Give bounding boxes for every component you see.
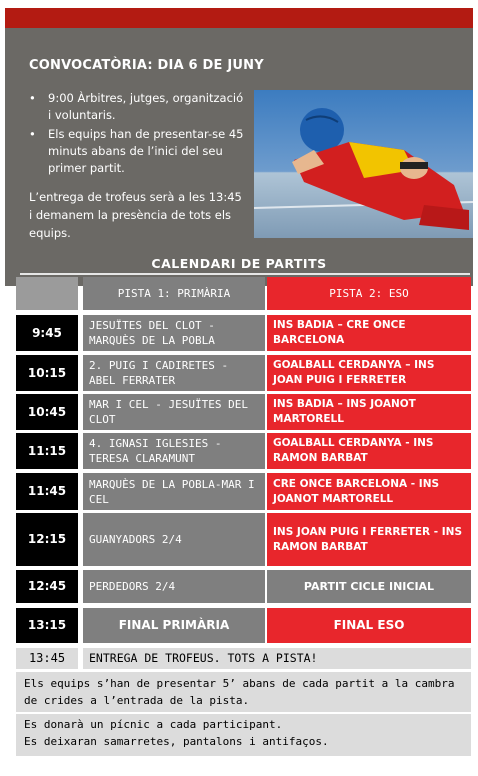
pista2-match: CRE ONCE BARCELONA - INS JOANOT MARTORELL bbox=[267, 473, 471, 510]
time-cell: 11:45 bbox=[16, 473, 78, 510]
pista1-match: PERDEDORS 2/4 bbox=[83, 570, 265, 603]
note-presentation: Els equips s’han de presentar 5’ abans de cada partit a la cambra de crides a l’entrada de la pista. bbox=[16, 672, 471, 712]
pista1-match: JESUÏTES DEL CLOT - MARQUÈS DE LA POBLA bbox=[83, 315, 265, 351]
table-row bbox=[16, 570, 471, 603]
pista2-final: FINAL ESO bbox=[267, 608, 471, 643]
info-bullets bbox=[15, 90, 249, 179]
column-header-pista1: PISTA 1: PRIMÀRIA bbox=[83, 277, 265, 310]
pista2-match: PARTIT CICLE INICIAL bbox=[267, 570, 471, 603]
goalball-photo bbox=[254, 90, 473, 238]
time-cell: 11:15 bbox=[16, 433, 78, 469]
table-row bbox=[16, 433, 471, 469]
pista1-match: MAR I CEL - JESUÏTES DEL CLOT bbox=[83, 394, 265, 430]
top-red-bar bbox=[5, 8, 473, 28]
bullet-item: • Els equips han de presentar-se 45 minuts abans de l’inici del seu primer partit. bbox=[15, 126, 249, 177]
calendar-title: CALENDARI DE PARTITS bbox=[151, 256, 327, 271]
note-equipment: Es deixaran samarretes, pantalons i antifaços. bbox=[24, 735, 329, 748]
table-row bbox=[16, 394, 471, 430]
time-cell: 12:45 bbox=[16, 570, 78, 603]
time-cell: 9:45 bbox=[16, 315, 78, 351]
time-cell: 12:15 bbox=[16, 513, 78, 566]
pista2-match: GOALBALL CERDANYA – INS JOAN PUIG I FERRETER bbox=[267, 355, 471, 391]
table-row bbox=[16, 513, 471, 566]
pista1-match: MARQUÈS DE LA POBLA-MAR I CEL bbox=[83, 473, 265, 510]
header-time-cell bbox=[16, 277, 78, 310]
award-time: 13:45 bbox=[16, 648, 78, 669]
table-header-row bbox=[16, 277, 471, 310]
pista2-match: INS BADIA – CRE ONCE BARCELONA bbox=[267, 315, 471, 351]
table-row bbox=[16, 473, 471, 510]
pista1-match: 2. PUIG I CADIRETES - ABEL FERRATER bbox=[83, 355, 265, 391]
pista2-match: INS JOAN PUIG I FERRETER - INS RAMON BARBAT bbox=[267, 513, 471, 566]
pista2-match: INS BADIA – INS JOANOT MARTORELL bbox=[267, 394, 471, 430]
pista1-match: 4. IGNASI IGLESIES - TERESA CLARAMUNT bbox=[83, 433, 265, 469]
award-text: ENTREGA DE TROFEUS. TOTS A PISTA! bbox=[83, 648, 471, 669]
divider bbox=[20, 273, 470, 275]
pista1-final: FINAL PRIMÀRIA bbox=[83, 608, 265, 643]
time-cell: 10:15 bbox=[16, 355, 78, 391]
table-row bbox=[16, 355, 471, 391]
page-title: CONVOCATÒRIA: DIA 6 DE JUNY bbox=[29, 58, 264, 73]
bullet-item: • 9:00 Àrbitres, jutges, organització i voluntaris. bbox=[15, 90, 249, 124]
pista1-match: GUANYADORS 2/4 bbox=[83, 513, 265, 566]
trophy-paragraph: L’entrega de trofeus serà a les 13:45 i demanem la presència de tots els equips. bbox=[29, 190, 242, 240]
table-row bbox=[16, 608, 471, 643]
note-extras bbox=[16, 714, 471, 756]
column-header-pista2: PISTA 2: ESO bbox=[267, 277, 471, 310]
time-cell: 10:45 bbox=[16, 394, 78, 430]
time-cell: 13:15 bbox=[16, 608, 78, 643]
award-row bbox=[16, 648, 471, 669]
pista2-match: GOALBALL CERDANYA - INS RAMON BARBAT bbox=[267, 433, 471, 469]
table-row bbox=[16, 315, 471, 351]
info-panel bbox=[5, 28, 473, 286]
note-picnic: Es donarà un pícnic a cada participant. bbox=[24, 718, 283, 731]
